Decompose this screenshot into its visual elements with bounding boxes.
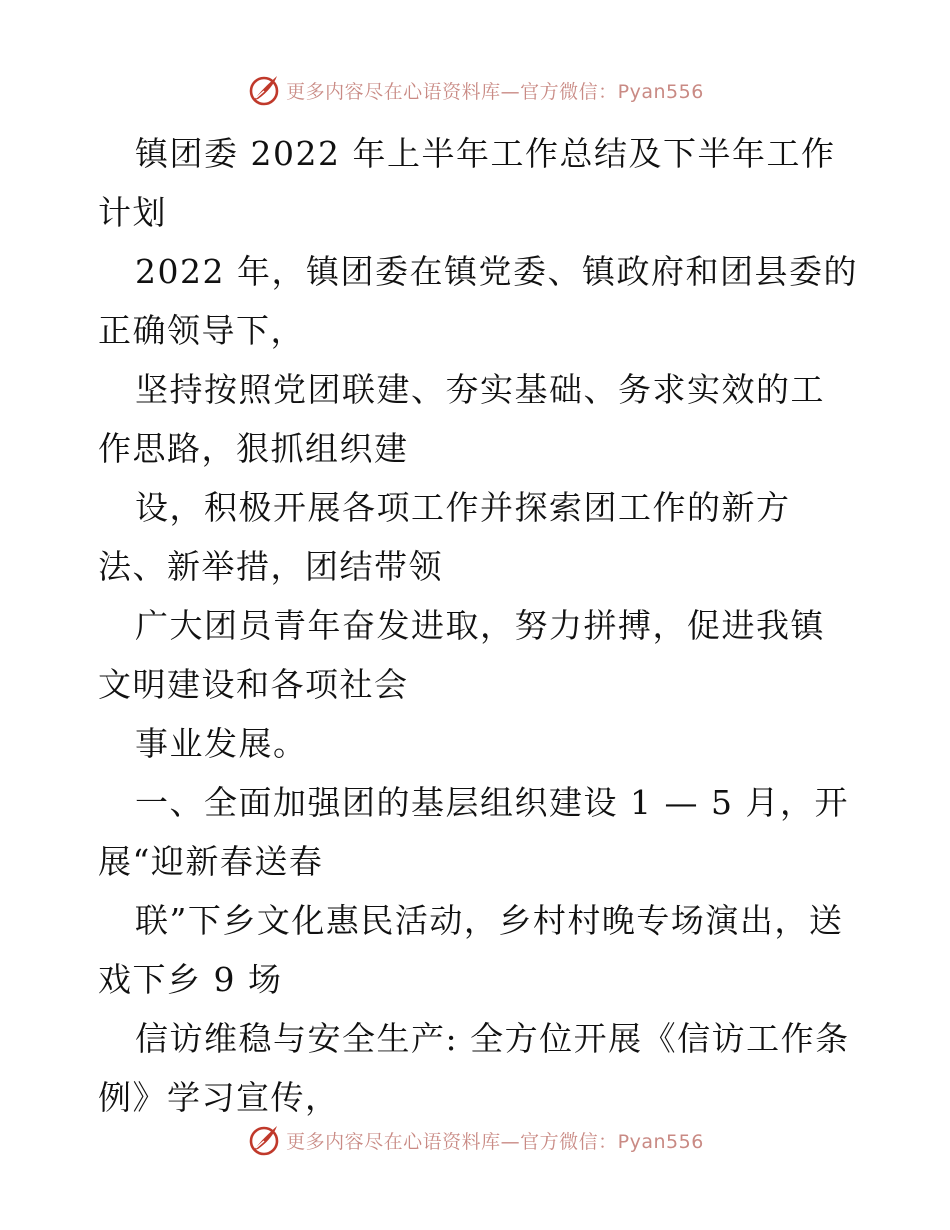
paragraph: 广大团员青年奋发进取，努力拼搏，促进我镇文明建设和各项社会 bbox=[98, 606, 825, 704]
watermark-text: 更多内容尽在心语资料库—官方微信：Pyan556 bbox=[286, 1130, 704, 1153]
paragraph: 2022 年，镇团委在镇党委、镇政府和团县委的正确领导下， bbox=[98, 252, 858, 350]
paragraph: 设，积极开展各项工作并探索团工作的新方法、新举措，团结带领 bbox=[98, 488, 791, 586]
watermark-text: 更多内容尽在心语资料库—官方微信：Pyan556 bbox=[286, 80, 704, 103]
paragraph: 坚持按照党团联建、夯实基础、务求实效的工作思路，狠抓组织建 bbox=[98, 370, 825, 468]
watermark-banner-bottom bbox=[0, 1120, 950, 1160]
paragraph: 事业发展。 bbox=[135, 724, 308, 763]
quill-pen-logo-icon bbox=[246, 1122, 282, 1158]
paragraph: 信访维稳与安全生产: 全方位开展《信访工作条例》学习宣传， bbox=[98, 1019, 850, 1117]
paragraph: 联”下乡文化惠民活动，乡村村晚专场演出，送戏下乡 9 场 bbox=[98, 901, 844, 999]
document-title: 镇团委 2022 年上半年工作总结及下半年工作计划 bbox=[98, 134, 836, 232]
quill-pen-logo-icon bbox=[246, 72, 282, 108]
section-heading-paragraph: 一、全面加强团的基层组织建设 1 — 5 月，开展“迎新春送春 bbox=[98, 783, 849, 881]
document-body bbox=[98, 124, 858, 1127]
watermark-banner-top bbox=[0, 70, 950, 110]
